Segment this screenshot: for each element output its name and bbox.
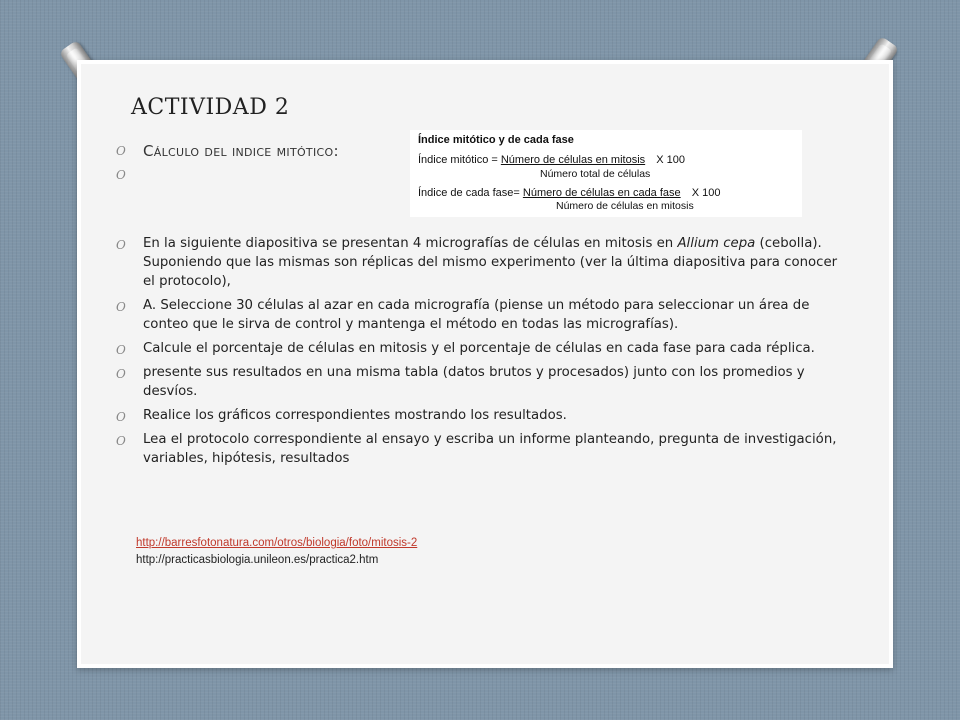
bullet-icon: O — [116, 367, 126, 381]
formula-row2-denominator: Número de células en mitosis — [556, 200, 694, 212]
formula-row1-label: Índice mitótico = — [418, 154, 498, 166]
list-item: O Realice los gráficos correspondientes mostrando los resultados. — [116, 406, 846, 425]
list-item: O presente sus resultados en una misma tabla (datos brutos y procesados) junto con los promedios y desvíos. — [116, 365, 805, 399]
list-item: O En la siguiente diapositiva se presentan 4 micrografías de células en mitosis en Allium cepa (cebolla). Suponiendo que las mismas son réplicas del mismo experimento (ver la última diapositiva para conocer el protocolo), — [116, 236, 838, 289]
empty-bullet — [116, 166, 136, 184]
reference-link-1[interactable]: http://barresfotonatura.com/otros/biologia/foto/mitosis-2 — [136, 537, 418, 549]
bullet-icon: O — [116, 410, 126, 424]
bullet-icon: O — [116, 238, 126, 252]
instruction-list — [116, 234, 846, 473]
formula-row-2 — [418, 187, 720, 199]
formula-row-1 — [418, 154, 685, 166]
formula-row2-factor: X 100 — [691, 187, 721, 199]
formula-heading: Índice mitótico y de cada fase — [418, 134, 574, 146]
formula-row2-numerator: Número de células en cada fase — [522, 187, 681, 199]
bullet-icon: O — [116, 144, 127, 158]
bullet-icon: O — [116, 168, 126, 182]
bullet-icon: O — [116, 300, 126, 314]
formula-row2-label: Índice de cada fase= — [418, 187, 520, 199]
subtitle-text: Cálculo del indice mitótico: — [143, 142, 339, 160]
list-item: O A. Seleccione 30 células al azar en cada micrografía (piense un método para seleccionar un área de conteo que le sirva de control y mantenga el método en todas las micrografías). — [116, 298, 810, 332]
reference-link-2: http://practicasbiologia.unileon.es/practica2.htm — [136, 554, 379, 566]
species-name: Allium cepa — [677, 236, 756, 251]
bullet-icon: O — [116, 434, 126, 448]
formula-image — [410, 130, 802, 217]
list-item: O Calcule el porcentaje de células en mitosis y el porcentaje de células en cada fase para cada réplica. — [116, 339, 846, 358]
formula-row1-numerator: Número de células en mitosis — [500, 154, 646, 166]
bullet-icon: O — [116, 343, 126, 357]
formula-row1-denominator: Número total de células — [540, 168, 651, 180]
formula-row1-factor: X 100 — [656, 154, 685, 166]
reference-links — [136, 535, 417, 569]
slide-title: ACTIVIDAD 2 — [131, 95, 290, 120]
list-item: O Lea el protocolo correspondiente al ensayo y escriba un informe planteando, pregunta de investigación, variables, hipótesis, resultados — [116, 432, 837, 466]
subtitle-bullet — [116, 142, 416, 160]
